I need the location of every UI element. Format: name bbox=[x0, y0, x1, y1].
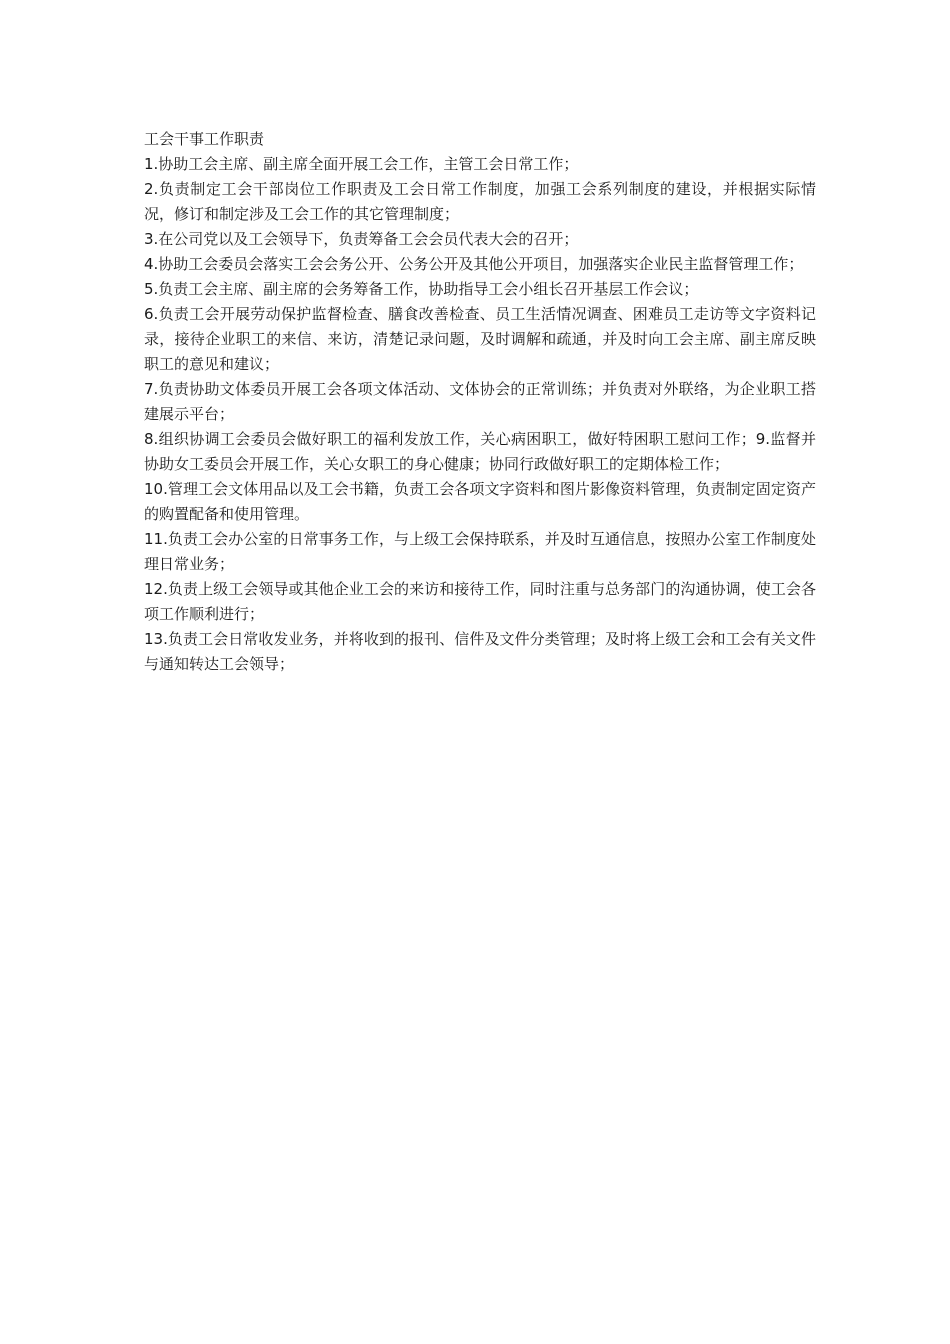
duty-item-7: 7.负责协助文体委员开展工会各项文体活动、文体协会的正常训练；并负责对外联络，为企业职工搭建展示平台； bbox=[144, 380, 816, 423]
duty-item-2: 2.负责制定工会干部岗位工作职责及工会日常工作制度，加强工会系列制度的建设，并根据实际情况，修订和制定涉及工会工作的其它管理制度； bbox=[144, 180, 816, 223]
duty-item-5: 5.负责工会主席、副主席的会务筹备工作，协助指导工会小组长召开基层工作会议； bbox=[144, 280, 699, 298]
duty-item-3: 3.在公司党以及工会领导下，负责筹备工会会员代表大会的召开； bbox=[144, 230, 579, 248]
duty-item-8-9: 8.组织协调工会委员会做好职工的福利发放工作，关心病困职工，做好特困职工慰问工作；9.监督并协助女工委员会开展工作，关心女职工的身心健康；协同行政做好职工的定期体检工作； bbox=[144, 430, 816, 473]
duty-item-11: 11.负责工会办公室的日常事务工作，与上级工会保持联系，并及时互通信息，按照办公室工作制度处理日常业务； bbox=[144, 530, 816, 573]
duty-item-13: 13.负责工会日常收发业务，并将收到的报刊、信件及文件分类管理；及时将上级工会和工会有关文件与通知转达工会领导； bbox=[144, 630, 816, 673]
document-title: 工会干事工作职责 bbox=[144, 130, 265, 148]
document-body bbox=[144, 127, 816, 677]
duty-item-10: 10.管理工会文体用品以及工会书籍，负责工会各项文字资料和图片影像资料管理，负责制定固定资产的购置配备和使用管理。 bbox=[144, 480, 816, 523]
duty-item-1: 1.协助工会主席、副主席全面开展工会工作，主管工会日常工作； bbox=[144, 155, 579, 173]
duty-item-12: 12.负责上级工会领导或其他企业工会的来访和接待工作，同时注重与总务部门的沟通协调，使工会各项工作顺利进行； bbox=[144, 580, 816, 623]
duty-item-4: 4.协助工会委员会落实工会会务公开、公务公开及其他公开项目，加强落实企业民主监督管理工作； bbox=[144, 255, 804, 273]
duty-item-6: 6.负责工会开展劳动保护监督检查、膳食改善检查、员工生活情况调查、困难员工走访等文字资料记录，接待企业职工的来信、来访，清楚记录问题，及时调解和疏通，并及时向工会主席、副主席反映职工的意见和建议； bbox=[144, 305, 816, 373]
